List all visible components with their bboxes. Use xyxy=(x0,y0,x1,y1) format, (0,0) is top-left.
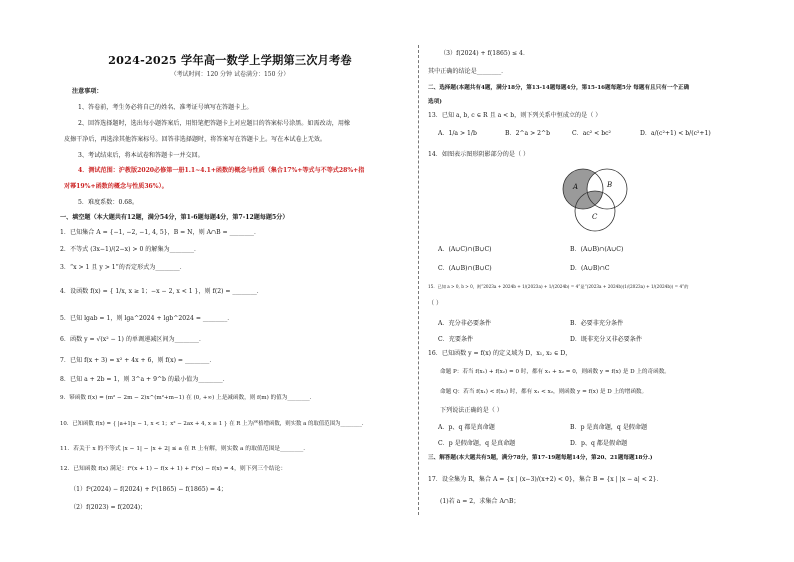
q15-option-a: A．充分非必要条件 xyxy=(438,320,492,327)
section1-heading: 一、填空题（本大题共有12题，满分54分，第1-6题每题4分，第7-12题每题5分） xyxy=(60,214,289,221)
q16-option-a: A．p、q 都是真命题 xyxy=(438,424,495,431)
question-7: 7．已知 f(x + 3) = x² + 4x + 6，则 f(x) = ________． xyxy=(60,357,216,364)
venn-label-b: B xyxy=(607,181,613,189)
q12-statement-2: （2）f(2023) = f(2024)； xyxy=(70,504,147,511)
q15-option-c: C．充要条件 xyxy=(438,336,474,343)
note-item: 2、回答选择题时，选出每小题答案后，用铅笔把答题卡上对应题目的答案标号涂黑。如需改动，用橡 xyxy=(78,120,351,127)
q13-option-d: D．a/(c²+1) < b/(c²+1) xyxy=(640,130,711,137)
venn-label-c: C xyxy=(592,213,598,221)
q13-option-a: A．1/a > 1/b xyxy=(438,130,477,137)
venn-label-a: A xyxy=(573,183,579,191)
q16-ask: 下列说法正确的是（ ） xyxy=(440,407,503,414)
note-item: 3、考试结束后，将本试卷和答题卡一并交回。 xyxy=(78,152,204,159)
question-4: 4．设函数 f(x) = { 1/x, x ≥ 1；−x − 2, x < 1 }，则 f(2) = ________． xyxy=(60,288,263,295)
question-9: 9．幂函数 f(x) = (m² − 2m − 2)x^(m²+m−1) 在 (0, +∞) 上是减函数，则 f(m) 的值为________． xyxy=(60,395,316,401)
note-item-scope: 4．测试范围：沪教版2020必修第一册1.1~4.1+函数的概念与性质（集合17%+等式与不等式28%+指 xyxy=(78,167,365,174)
question-8: 8．已知 a + 2b = 1，则 3^a + 9^b 的最小值为________． xyxy=(60,376,229,383)
note-item: 1、答卷前，考生务必将自己的姓名、准考证号填写在答题卡上。 xyxy=(78,104,253,111)
question-16: 16．已知函数 y = f(x) 的定义域为 D，x₁, x₂ ∈ D， xyxy=(428,350,572,357)
question-1: 1．已知集合 A = {−1, −2, −1, 4, 5}，B = N，则 A∩B = ________． xyxy=(60,229,261,236)
q12-conclusion: 其中正确的结论是________． xyxy=(428,68,508,75)
q17-part-1: (1)若 a = 2，求集合 A∩B； xyxy=(440,498,520,505)
question-17: 17．设全集为 R，集合 A = {x | (x−3)/(x+2) < 0}，集合 B = {x | |x − a| < 2}． xyxy=(428,476,663,483)
q12-statement-3: （3）f(2024) + f(1865) ≤ 4． xyxy=(440,50,530,57)
q14-option-b: B．(A∪B)∩(A∪C) xyxy=(570,246,624,253)
question-10: 10．已知函数 f(x) = { |a+1|x − 1, x < 1；x² − 2ax + 4, x ≥ 1 } 在 R 上为严格增函数，则实数 a 的取值范围为________． xyxy=(60,421,368,427)
q12-statement-1: （1）f²(2024) − f(2024) + f²(1865) − f(1865) = 4； xyxy=(70,486,227,493)
q15-paren: （ ） xyxy=(428,300,443,307)
section3-heading: 三、解答题(本大题共有5题，满分78分，第17-19题每题14分，第20、21题每题18分.) xyxy=(428,455,653,461)
question-13: 13．已知 a, b, c ∈ R 且 a < b，则下列关系中恒成立的是（ ） xyxy=(428,112,602,119)
section2-heading-cont: 选项) xyxy=(428,99,442,105)
question-14: 14．如图表示图形阴影部分的是（ ） xyxy=(428,151,530,158)
question-2: 2．不等式 (3x−1)/(2−x) > 0 的解集为________． xyxy=(60,246,201,253)
q16-proposition-q: 命题 Q：若当 f(x₁) < f(x₂) 时，都有 x₁ < x₂，则函数 y = f(x) 是 D 上的增函数。 xyxy=(440,389,648,395)
note-item: 皮擦干净后，再选涂其他答案标号。回答非选择题时，将答案写在答题卡上。写在本试卷上无效。 xyxy=(64,136,327,143)
column-divider xyxy=(418,45,419,515)
question-5: 5．已知 lgab = 1，则 lga^2024 + lgb^2024 = ________． xyxy=(60,315,234,322)
question-12: 12．已知函数 f(x) 满足：f²(x + 1) − f(x + 1) + f²(x) − f(x) = 4，则下列三个结论： xyxy=(60,466,287,472)
q14-option-c: C．(A∪B)∩(B∪C) xyxy=(438,265,492,272)
notes-heading: 注意事项： xyxy=(72,88,103,95)
question-3: 3．“x > 1 且 y > 1”的否定形式为________． xyxy=(60,264,186,271)
note-item-scope: 对幂19%+函数的概念与性质36%）。 xyxy=(64,183,168,190)
q13-option-b: B．2^a > 2^b xyxy=(505,130,551,137)
q15-option-d: D．既非充分又非必要条件 xyxy=(570,336,642,343)
note-item: 5．难度系数：0.68。 xyxy=(78,199,139,206)
q15-option-b: B．必要非充分条件 xyxy=(570,320,624,327)
q16-option-b: B．p 是真命题，q 是假命题 xyxy=(570,424,648,431)
q16-option-c: C．p 是假命题，q 是真命题 xyxy=(438,440,516,447)
exam-title: 2024-2025 学年高一数学上学期第三次月考卷 xyxy=(108,53,352,67)
venn-diagram xyxy=(555,165,635,239)
question-11: 11．若关于 x 的不等式 |x − 1| − |x + 2| ≤ a 在 R 上有解，则实数 a 的取值范围是________． xyxy=(60,446,310,452)
question-6: 6．函数 y = √(x² − 1) 的单调递减区间为________． xyxy=(60,336,206,343)
section2-heading: 二、选择题(本题共有4题，满分18分，第13-14题每题4分，第15-16题每题5分 每题有且只有一个正确 xyxy=(428,85,690,91)
q14-option-a: A．(A∪C)∩(B∪C) xyxy=(438,246,492,253)
q14-option-d: D．(A∪B)∩C xyxy=(570,265,610,272)
q16-proposition-p: 命题 P：若当 f(x₁) + f(x₂) = 0 时，都有 x₁ + x₂ = 0，则函数 y = f(x) 是 D 上的奇函数。 xyxy=(440,369,670,375)
q16-option-d: D．p、q 都是假命题 xyxy=(570,440,628,447)
q13-option-c: C．ac² < bc² xyxy=(572,130,611,137)
exam-subtitle: （考试时间：120 分钟 试卷满分：150 分） xyxy=(170,71,290,78)
question-15: 15．已知 a > 0, b > 0，则“2023a + 2024b + 1/(2023a) + 1/(2024b) = 4”是“(2023a + 2024b)(1/(2023a) + 1/(2024b)) = 4”的 xyxy=(428,284,689,289)
